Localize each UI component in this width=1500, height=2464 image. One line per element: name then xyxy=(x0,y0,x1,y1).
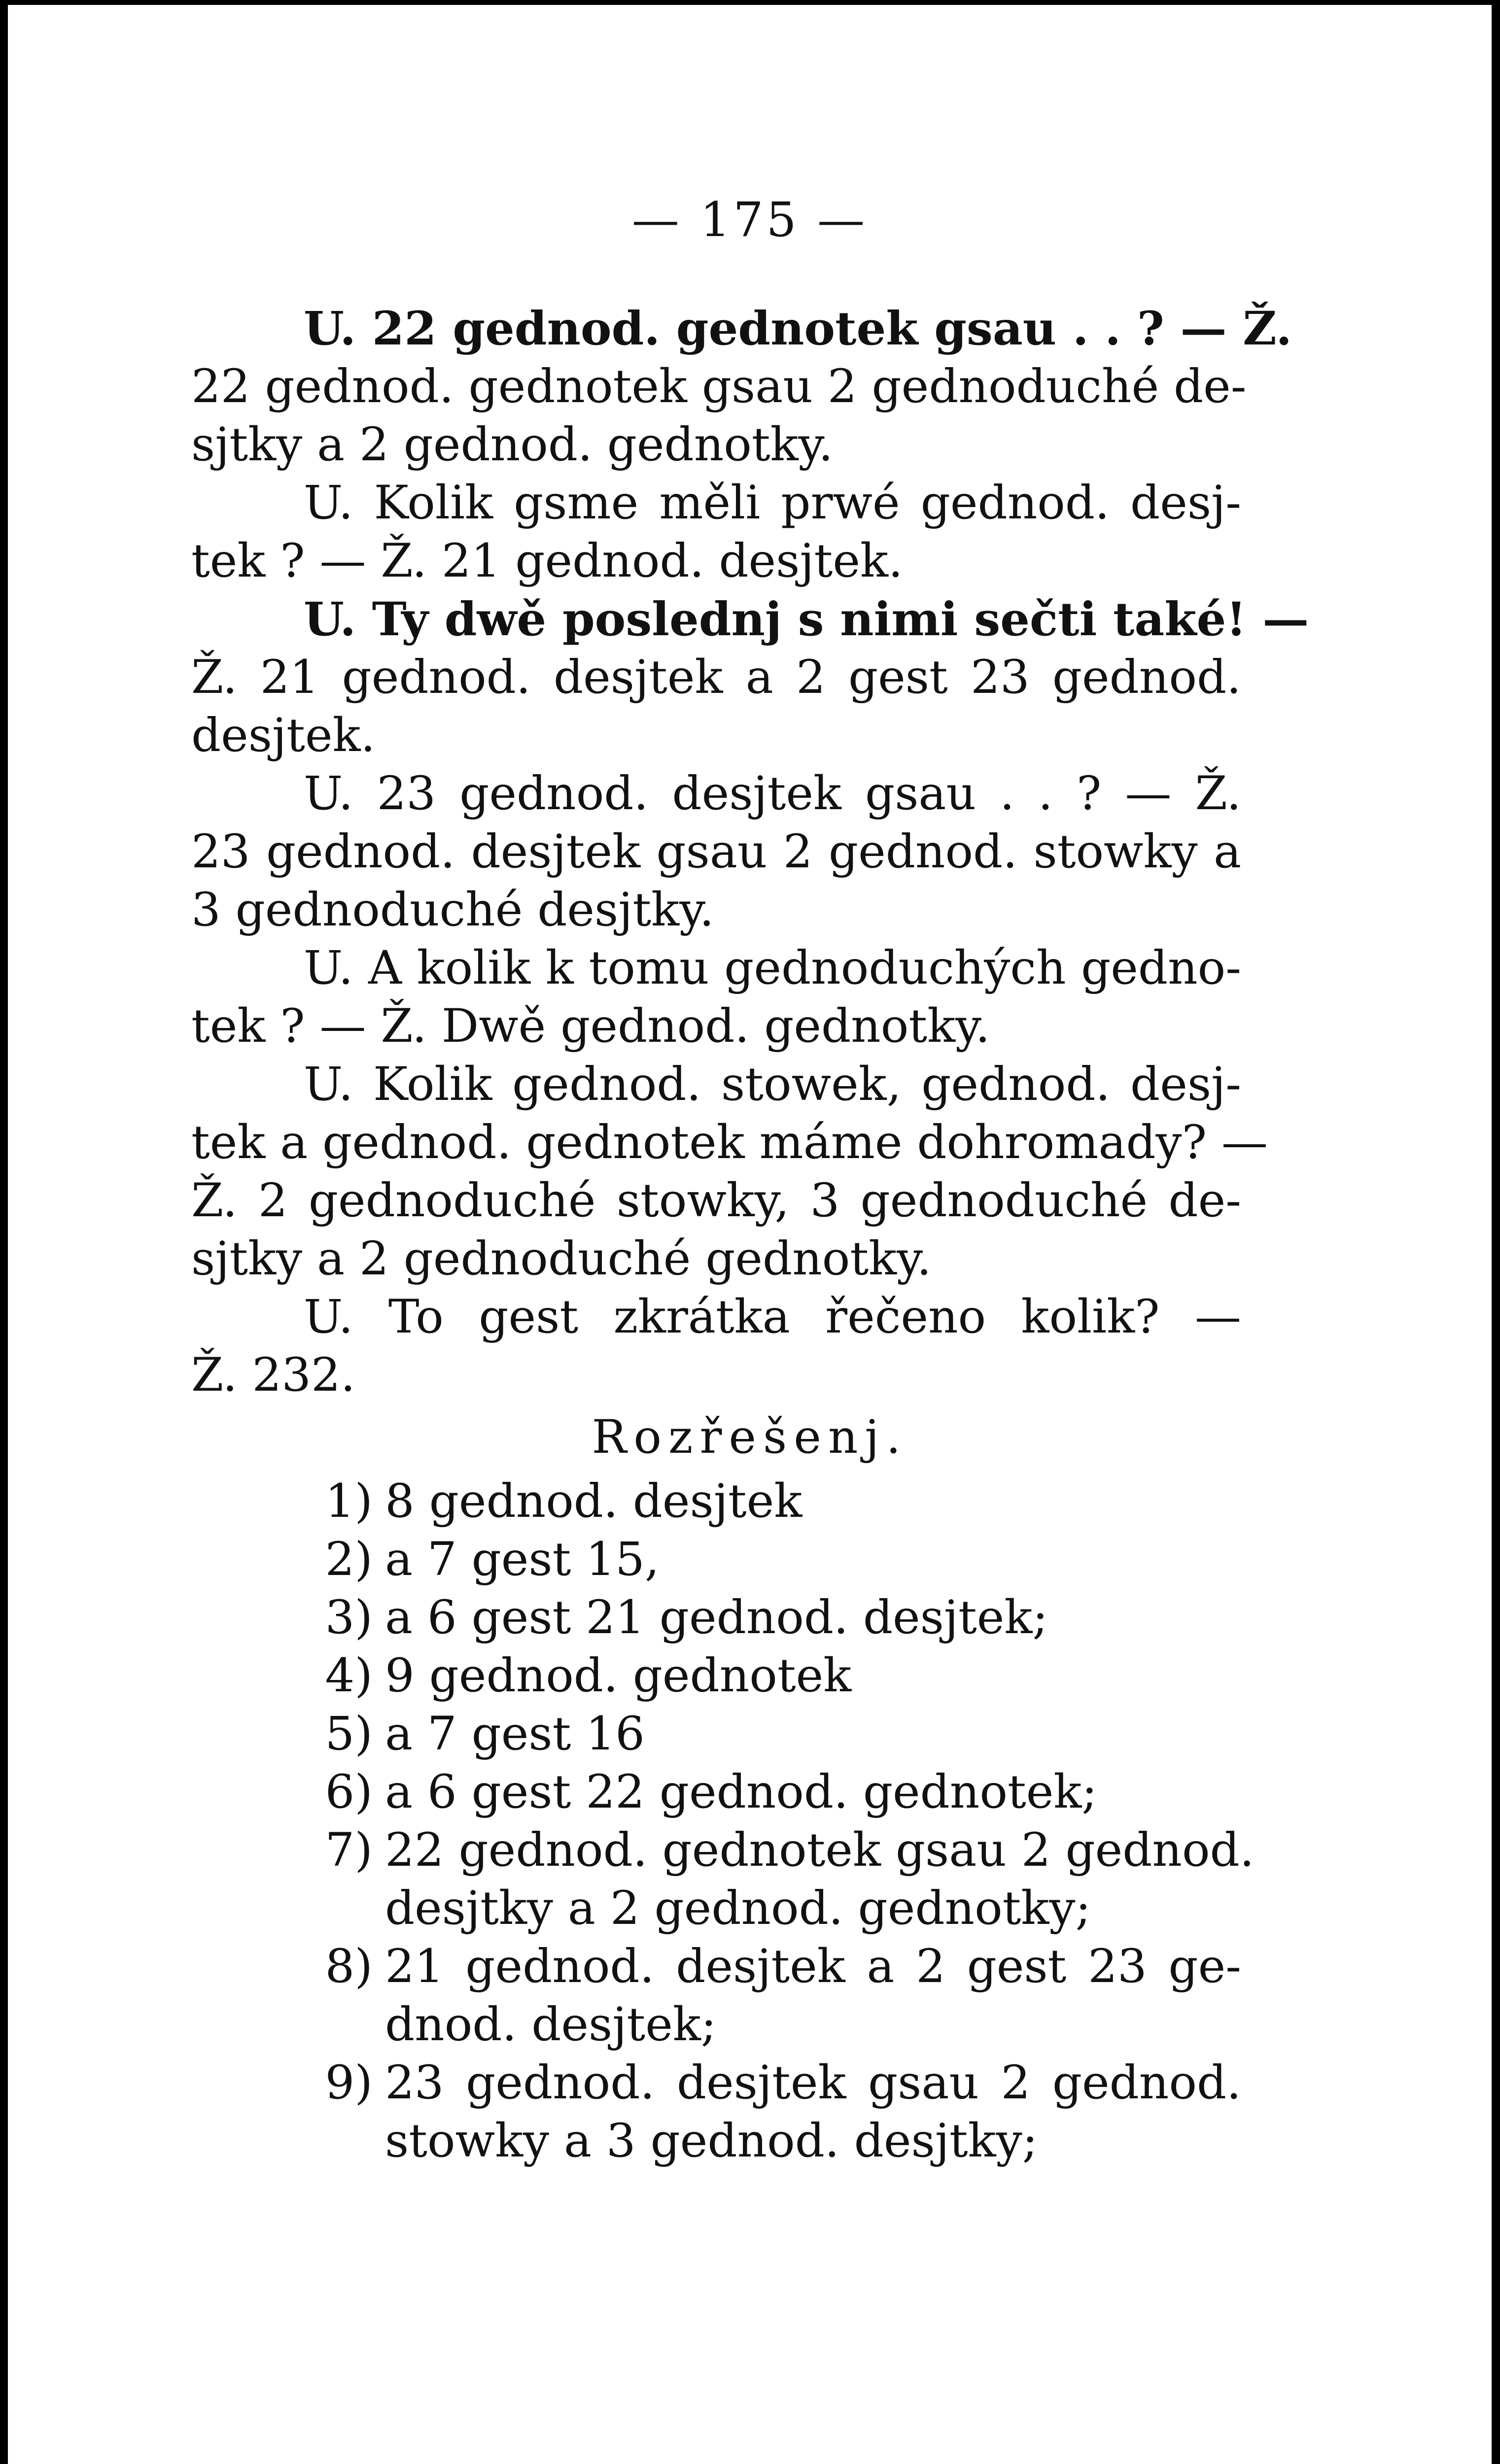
text-line: Ž. 21 gednod. desjtek a 2 gest 23 gednod. xyxy=(191,650,1241,704)
text-line: 3 gednoduché desjtky. xyxy=(191,883,714,937)
text-line: 23 gednod. desjtek gsau 2 gednod. stowky a xyxy=(191,825,1241,879)
solution-line: stowky a 3 gednod. desjtky; xyxy=(385,2114,1038,2168)
text-line: sjtky a 2 gednod. gednotky. xyxy=(191,418,834,472)
text-line: U. Kolik gednod. stowek, gednod. desj- xyxy=(304,1058,1241,1111)
page-text xyxy=(8,5,1492,2464)
page-number: — 175 — xyxy=(631,192,868,247)
solution-line: a 7 gest 15, xyxy=(385,1533,660,1586)
solution-line: desjtky a 2 gednod. gednotky; xyxy=(385,1882,1091,1935)
solution-number: 1) xyxy=(325,1474,373,1528)
text-line: Ž. 232. xyxy=(191,1348,355,1402)
solution-number: 7) xyxy=(325,1823,373,1877)
solution-line: 8 gednod. desjtek xyxy=(385,1474,802,1528)
text-line: U. A kolik k tomu gednoduchých gedno- xyxy=(304,941,1241,995)
solution-number: 3) xyxy=(325,1591,373,1644)
text-line: sjtky a 2 gednoduché gednotky. xyxy=(191,1232,932,1286)
text-line: 22 gednod. gednotek gsau 2 gednoduché de- xyxy=(191,360,1247,413)
solution-line: 22 gednod. gednotek gsau 2 gednod. xyxy=(385,1823,1255,1877)
section-heading: Rozřešenj. xyxy=(592,1410,908,1464)
text-line: U. To gest zkrátka řečeno kolik? — xyxy=(304,1290,1241,1344)
solution-line: dnod. desjtek; xyxy=(385,1998,717,2052)
text-line: U. Kolik gsme měli prwé gednod. desj- xyxy=(304,476,1241,530)
solution-number: 8) xyxy=(325,1940,373,1993)
book-page xyxy=(8,5,1492,2464)
text-line: U. 22 gednod. gednotek gsau . . ? — Ž. xyxy=(304,302,1292,356)
text-line: U. 23 gednod. desjtek gsau . . ? — Ž. xyxy=(304,767,1241,821)
solution-line: 9 gednod. gednotek xyxy=(385,1649,852,1703)
solution-line: a 6 gest 22 gednod. gednotek; xyxy=(385,1765,1097,1819)
text-line: tek ? — Ž. Dwě gednod. gednotky. xyxy=(191,999,990,1053)
text-line: desjtek. xyxy=(191,709,376,762)
text-line: Ž. 2 gednoduché stowky, 3 gednoduché de- xyxy=(191,1174,1241,1228)
solution-line: 23 gednod. desjtek gsau 2 gednod. xyxy=(385,2056,1241,2110)
solution-number: 5) xyxy=(325,1707,373,1761)
text-line: U. Ty dwě poslednj s nimi sečti také! — xyxy=(304,592,1309,647)
solution-number: 2) xyxy=(325,1533,373,1586)
text-line: tek a gednod. gednotek máme dohromady? — xyxy=(191,1116,1268,1169)
solution-number: 9) xyxy=(325,2056,373,2110)
solution-line: 21 gednod. desjtek a 2 gest 23 ge- xyxy=(385,1940,1241,1993)
solution-line: a 6 gest 21 gednod. desjtek; xyxy=(385,1591,1048,1644)
solution-number: 6) xyxy=(325,1765,373,1819)
solution-number: 4) xyxy=(325,1649,373,1703)
text-line: tek ? — Ž. 21 gednod. desjtek. xyxy=(191,534,903,588)
solution-line: a 7 gest 16 xyxy=(385,1707,645,1761)
